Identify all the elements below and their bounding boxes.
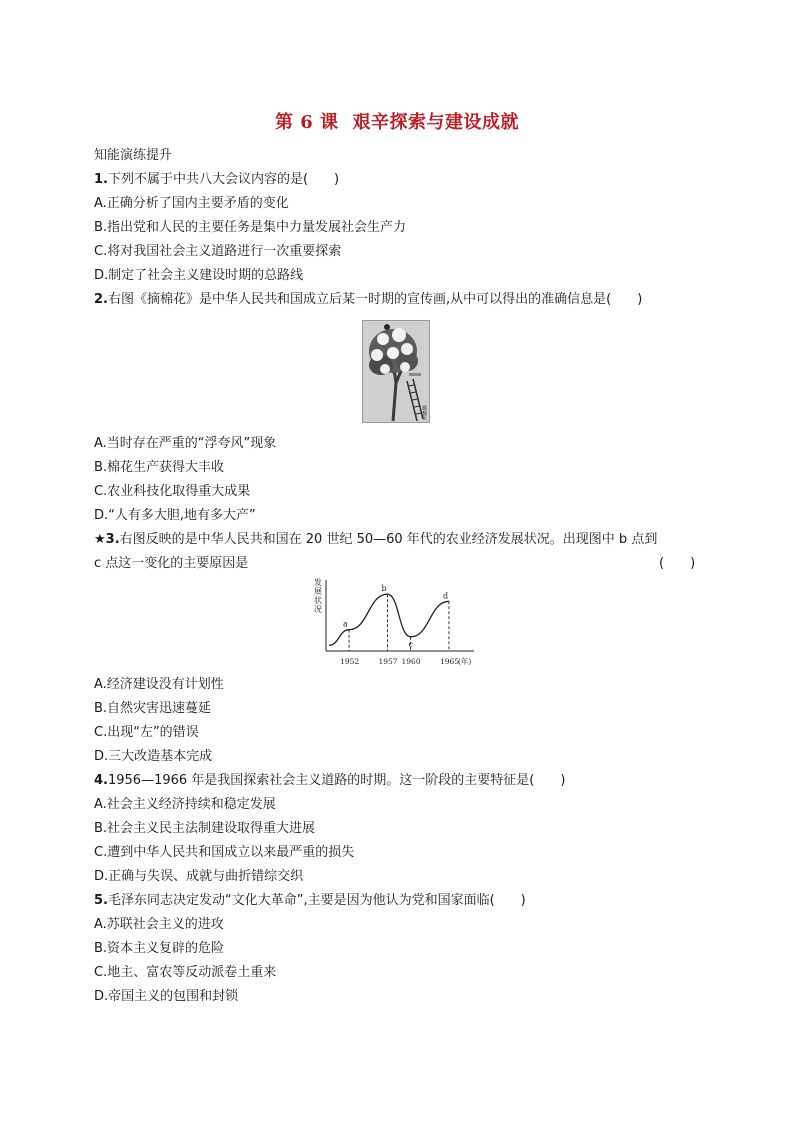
question-5-stem — [94, 893, 526, 909]
question-5-option-d[interactable]: D.帝国主义的包围和封锁 — [94, 989, 239, 1004]
question-text: 下列不属于中共八大会议内容的是( ) — [107, 172, 340, 187]
chart-point-label-d: d — [442, 591, 449, 601]
question-1-stem — [94, 172, 339, 188]
cotton-plant-illustration — [363, 321, 430, 423]
question-number: ★3. — [94, 532, 120, 547]
question-3-answer-paren[interactable]: ( ) — [659, 556, 696, 571]
chart-point-label-a: a — [343, 619, 348, 629]
chart-x-tick-label: 1952 — [340, 657, 360, 666]
question-2-option-a[interactable]: A.当时存在严重的“浮夸风”现象 — [94, 436, 277, 451]
question-5-option-b[interactable]: B.资本主义复辟的危险 — [94, 941, 225, 956]
question-3-stem-line-2: c 点这一变化的主要原因是 — [94, 556, 249, 571]
chart-ylabel-char-3: 状 — [314, 596, 322, 605]
question-5-option-a[interactable]: A.苏联社会主义的进攻 — [94, 917, 224, 932]
question-text: 1956—1966 年是我国探索社会主义道路的时期。这一阶段的主要特征是( ) — [107, 773, 566, 788]
question-2-option-d[interactable]: D.“人有多大胆,地有多大产” — [94, 508, 256, 523]
chart-point-label-b: b — [381, 584, 387, 594]
chart-x-tick-label: 1965 — [439, 657, 460, 666]
agriculture-development-chart — [302, 576, 488, 668]
section-label: 知能演练提升 — [94, 148, 173, 163]
chart-x-tick-label: 1960 — [401, 657, 421, 666]
question-3-option-c[interactable]: C.出现“左”的错误 — [94, 725, 199, 740]
question-1-option-b[interactable]: B.指出党和人民的主要任务是集中力量发展社会生产力 — [94, 220, 407, 235]
question-number: 5. — [94, 893, 108, 908]
lesson-topic: 艰辛探索与建设成就 — [352, 112, 520, 133]
chart-x-tick-label: 1957 — [378, 657, 398, 666]
poster-caption: 摘棉花 — [421, 405, 427, 420]
question-text: 右图反映的是中华人民共和国在 20 世纪 50—60 年代的农业经济发展状况。出现图中 b 点到 — [119, 532, 658, 547]
page-title — [0, 108, 794, 134]
question-number: 4. — [94, 773, 108, 788]
question-text: 右图《摘棉花》是中华人民共和国成立后某一时期的宣传画,从中可以得出的准确信息是( ) — [107, 292, 643, 307]
question-4-option-c[interactable]: C.遭到中华人民共和国成立以来最严重的损失 — [94, 845, 355, 860]
question-4-option-b[interactable]: B.社会主义民主法制建设取得重大进展 — [94, 821, 316, 836]
question-number: 1. — [94, 172, 108, 187]
chart-ylabel-char-1: 发 — [314, 578, 322, 587]
question-4-option-d[interactable]: D.正确与失误、成就与曲折错综交织 — [94, 869, 304, 884]
chart-point-label-c: c — [408, 639, 414, 649]
question-3-stem-line-1 — [94, 532, 657, 548]
question-3-option-b[interactable]: B.自然灾害迅速蔓延 — [94, 701, 212, 716]
chart-ylabel-char-2: 展 — [314, 587, 322, 596]
question-5-option-c[interactable]: C.地主、富农等反动派卷土重来 — [94, 965, 277, 980]
chart-xlabel: (年) — [458, 657, 472, 666]
chart-ylabel-char-4: 况 — [314, 605, 322, 614]
question-4-stem — [94, 773, 565, 789]
question-3-option-a[interactable]: A.经济建设没有计划性 — [94, 677, 224, 692]
question-3-option-d[interactable]: D.三大改造基本完成 — [94, 749, 213, 764]
question-1-option-c[interactable]: C.将对我国社会主义道路进行一次重要探索 — [94, 244, 342, 259]
cotton-picking-poster-image — [362, 320, 430, 423]
question-text: 毛泽东同志决定发动“文化大革命”,主要是因为他认为党和国家面临( ) — [107, 893, 526, 908]
question-4-option-a[interactable]: A.社会主义经济持续和稳定发展 — [94, 797, 276, 812]
question-2-stem — [94, 292, 642, 308]
question-1-option-a[interactable]: A.正确分析了国内主要矛盾的变化 — [94, 196, 289, 211]
question-number: 2. — [94, 292, 108, 307]
lesson-number: 第 6 课 — [274, 112, 339, 133]
question-2-option-b[interactable]: B.棉花生产获得大丰收 — [94, 460, 225, 475]
question-2-option-c[interactable]: C.农业科技化取得重大成果 — [94, 484, 251, 499]
question-1-option-d[interactable]: D.制定了社会主义建设时期的总路线 — [94, 268, 304, 283]
